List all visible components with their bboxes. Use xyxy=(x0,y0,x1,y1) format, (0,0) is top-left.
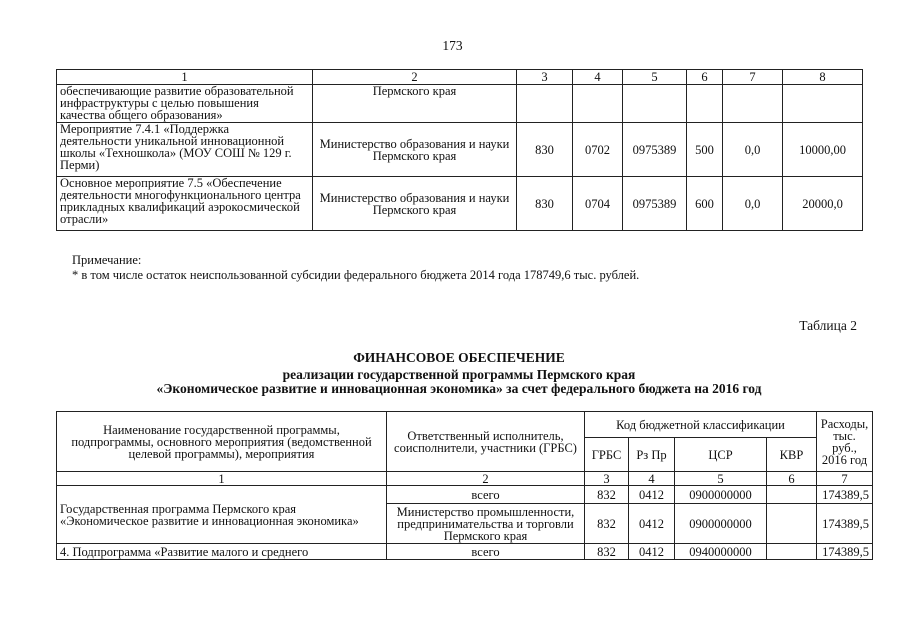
text-line: Министерство промышленности, xyxy=(396,504,575,519)
program-name xyxy=(57,486,387,544)
text-line: Основное мероприятие 7.5 «Обеспечение xyxy=(60,176,282,190)
cell-amount: 174389,5 xyxy=(817,486,873,504)
cell-grbs: 830 xyxy=(517,177,573,231)
text-line: Перми) xyxy=(60,158,100,172)
column-number: 7 xyxy=(723,70,783,85)
cell-csr: 0940000000 xyxy=(675,544,767,560)
text-line: тыс. руб., xyxy=(832,428,857,455)
text-line: обеспечивающие развитие образовательной xyxy=(60,84,294,98)
table-row xyxy=(57,85,863,123)
cell-grbs: 832 xyxy=(585,544,629,560)
subprogram-name: 4. Подпрограмма «Развитие малого и среднего xyxy=(57,544,387,560)
text-line: деятельности многофункционального центра xyxy=(60,188,301,202)
text-line: Министерство образования и науки xyxy=(319,136,510,151)
text-line: Государственная программа Пермского края xyxy=(60,501,296,516)
text-line: Наименование государственной программы, xyxy=(103,422,340,437)
responsible-executor xyxy=(313,177,517,231)
cell-rz: 0704 xyxy=(573,177,623,231)
responsible-executor xyxy=(313,123,517,177)
executor-ministry xyxy=(387,504,585,544)
column-number: 5 xyxy=(675,472,767,486)
column-number: 5 xyxy=(623,70,687,85)
cell-grbs: 832 xyxy=(585,504,629,544)
footnote-label: Примечание: xyxy=(72,253,142,267)
text-line: Расходы, xyxy=(820,416,869,431)
column-number: 7 xyxy=(817,472,873,486)
text-line: отрасли» xyxy=(60,212,109,226)
title-line-3: «Экономическое развитие и инновационная экономика» за счет федерального бюджета на 2016 год xyxy=(156,381,762,396)
column-number: 2 xyxy=(387,472,585,486)
text-line: Пермского края xyxy=(372,84,457,98)
cell-csr xyxy=(623,85,687,123)
text-line: Пермского края xyxy=(372,148,457,163)
activity-name xyxy=(57,85,313,123)
cell-col8: 10000,00 xyxy=(783,123,863,177)
column-number: 6 xyxy=(687,70,723,85)
executor-total: всего xyxy=(387,486,585,504)
text-line: Ответственный исполнитель, xyxy=(407,428,564,443)
page-number: 173 xyxy=(442,38,463,53)
cell-rzpr: 0412 xyxy=(629,504,675,544)
column-number: 2 xyxy=(313,70,517,85)
cell-grbs: 830 xyxy=(517,123,573,177)
column-number: 3 xyxy=(585,472,629,486)
text-line: подпрограммы, основного мероприятия (ведомственной xyxy=(71,434,372,449)
activity-name xyxy=(57,123,313,177)
cell-rzpr: 0412 xyxy=(629,486,675,504)
cell-grbs xyxy=(517,85,573,123)
footnote-text: * в том числе остаток неиспользованной субсидии федерального бюджета 2014 года 178749,6 тыс. рублей. xyxy=(72,268,640,282)
text-line: предпринимательства и торговли xyxy=(397,516,574,531)
activity-name xyxy=(57,177,313,231)
header-kvr: КВР xyxy=(767,438,817,472)
responsible-executor xyxy=(313,85,517,123)
cell-amount: 174389,5 xyxy=(817,504,873,544)
cell-col7 xyxy=(723,85,783,123)
header-csr: ЦСР xyxy=(675,438,767,472)
table-row xyxy=(57,544,873,560)
cell-grbs: 832 xyxy=(585,486,629,504)
cell-csr: 0900000000 xyxy=(675,486,767,504)
cell-col8 xyxy=(783,85,863,123)
text-line: инфраструктуры с целью повышения xyxy=(60,96,259,110)
title-line-2: реализации государственной программы Пермского края xyxy=(282,367,636,382)
text-line: Министерство образования и науки xyxy=(319,190,510,205)
text-line: целевой программы), мероприятия xyxy=(128,446,315,461)
budget-table-continued xyxy=(56,69,863,231)
cell-kvr xyxy=(767,504,817,544)
header-code-group: Код бюджетной классификации xyxy=(585,412,817,438)
header-row xyxy=(57,412,873,438)
column-number: 6 xyxy=(767,472,817,486)
text-line: 2016 год xyxy=(821,452,868,467)
cell-vr: 600 xyxy=(687,177,723,231)
footnote xyxy=(72,253,639,283)
header-executor xyxy=(387,412,585,472)
column-number: 1 xyxy=(57,472,387,486)
cell-vr xyxy=(687,85,723,123)
header-grbs: ГРБС xyxy=(585,438,629,472)
header-rzpr: Рз Пр xyxy=(629,438,675,472)
table-row xyxy=(57,177,863,231)
column-number: 4 xyxy=(573,70,623,85)
text-line: деятельности уникальной инновационной xyxy=(60,134,285,148)
financing-table xyxy=(56,411,873,560)
cell-vr: 500 xyxy=(687,123,723,177)
text-line: Пермского края xyxy=(372,202,457,217)
cell-amount: 174389,5 xyxy=(817,544,873,560)
cell-col7: 0,0 xyxy=(723,123,783,177)
column-number: 3 xyxy=(517,70,573,85)
column-number: 8 xyxy=(783,70,863,85)
table-row xyxy=(57,123,863,177)
cell-csr: 0975389 xyxy=(623,123,687,177)
cell-rz: 0702 xyxy=(573,123,623,177)
column-number: 1 xyxy=(57,70,313,85)
header-expenses xyxy=(817,412,873,472)
title-main: ФИНАНСОВОЕ ОБЕСПЕЧЕНИЕ xyxy=(353,350,565,365)
cell-rzpr: 0412 xyxy=(629,544,675,560)
section-title xyxy=(56,350,862,396)
cell-kvr xyxy=(767,486,817,504)
column-number: 4 xyxy=(629,472,675,486)
text-line: школы «Техношкола» (МОУ СОШ № 129 г. xyxy=(60,146,292,160)
table-label: Таблица 2 xyxy=(799,318,857,333)
cell-csr: 0975389 xyxy=(623,177,687,231)
column-number-row xyxy=(57,70,863,85)
cell-rz xyxy=(573,85,623,123)
text-line: Мероприятие 7.4.1 «Поддержка xyxy=(60,122,230,136)
text-line: качества общего образования» xyxy=(60,108,223,122)
table-row xyxy=(57,486,873,504)
text-line: соисполнители, участники (ГРБС) xyxy=(394,440,577,455)
cell-csr: 0900000000 xyxy=(675,504,767,544)
text-line: Пермского края xyxy=(443,528,528,543)
executor-total: всего xyxy=(387,544,585,560)
cell-col7: 0,0 xyxy=(723,177,783,231)
header-name xyxy=(57,412,387,472)
column-number-row xyxy=(57,472,873,486)
text-line: «Экономическое развитие и инновационная экономика» xyxy=(60,513,359,528)
cell-col8: 20000,0 xyxy=(783,177,863,231)
cell-kvr xyxy=(767,544,817,560)
text-line: прикладных квалификаций аэрокосмической xyxy=(60,200,300,214)
